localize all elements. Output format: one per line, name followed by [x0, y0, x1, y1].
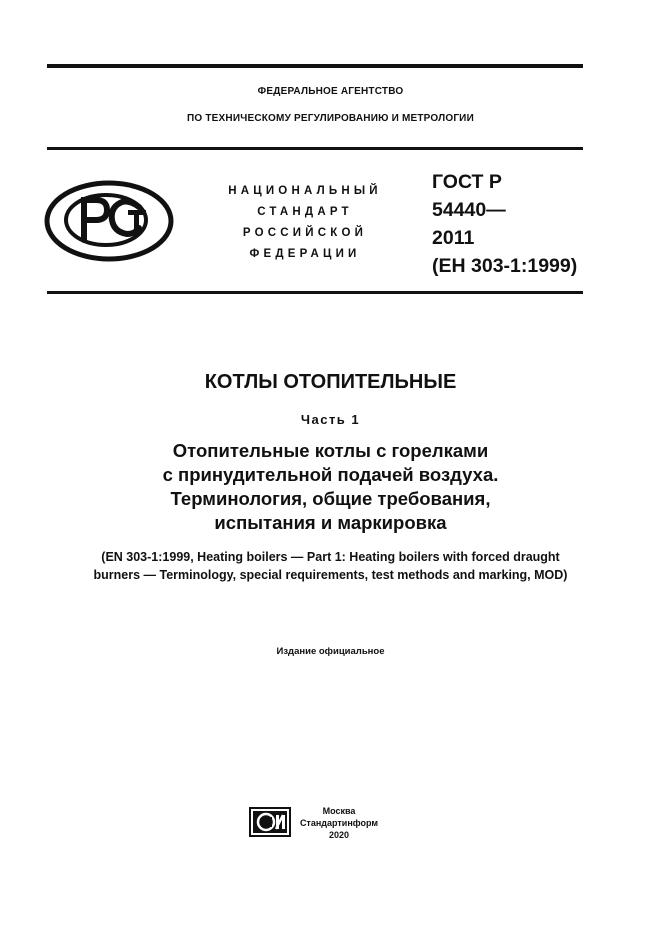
subtitle-line: Терминология, общие требования,	[170, 488, 491, 509]
agency-line-2: ПО ТЕХНИЧЕСКОМУ РЕГУЛИРОВАНИЮ И МЕТРОЛОГИИ	[187, 113, 474, 124]
standartinform-logo-icon	[249, 807, 291, 837]
top-rule-thick	[47, 64, 583, 68]
subtitle-line: Отопительные котлы с горелками	[172, 440, 489, 461]
english-title-line: burners — Terminology, special requirements, test methods and marking, MOD)	[93, 568, 568, 582]
publisher-logo	[249, 807, 291, 837]
national-line: НАЦИОНАЛЬНЫЙ	[228, 185, 382, 197]
publisher-year: 2020	[328, 830, 350, 840]
publisher-name: Стандартинформ	[299, 818, 379, 828]
designation-rule	[47, 291, 583, 294]
designation-line: 54440—	[432, 199, 506, 221]
designation-line: (ЕН 303-1:1999)	[432, 255, 578, 277]
national-line: СТАНДАРТ	[257, 206, 353, 218]
national-standard-label	[210, 181, 400, 265]
publisher-info	[294, 805, 384, 841]
standard-designation	[432, 168, 602, 280]
english-title	[0, 548, 661, 584]
subtitle-line: с принудительной подачей воздуха.	[162, 464, 499, 485]
national-line: ФЕДЕРАЦИИ	[249, 248, 361, 260]
agency-line-1: ФЕДЕРАЛЬНОЕ АГЕНТСТВО	[257, 86, 404, 97]
gost-r-mark-icon	[44, 180, 174, 262]
part-label: Часть 1	[300, 412, 361, 427]
national-line: РОССИЙСКОЙ	[242, 227, 368, 239]
english-title-line: (EN 303-1:1999, Heating boilers — Part 1: Heating boilers with forced draught	[101, 550, 560, 564]
main-title: КОТЛЫ ОТОПИТЕЛЬНЫЕ	[204, 371, 457, 393]
header-rule	[47, 147, 583, 150]
gost-r-logo	[44, 180, 174, 262]
subtitle	[0, 439, 661, 535]
edition-label: Издание официальное	[276, 646, 385, 657]
publisher-city: Москва	[322, 806, 356, 816]
designation-line: 2011	[432, 227, 475, 249]
subtitle-line: испытания и маркировка	[214, 512, 447, 533]
designation-line: ГОСТ Р	[432, 171, 502, 193]
